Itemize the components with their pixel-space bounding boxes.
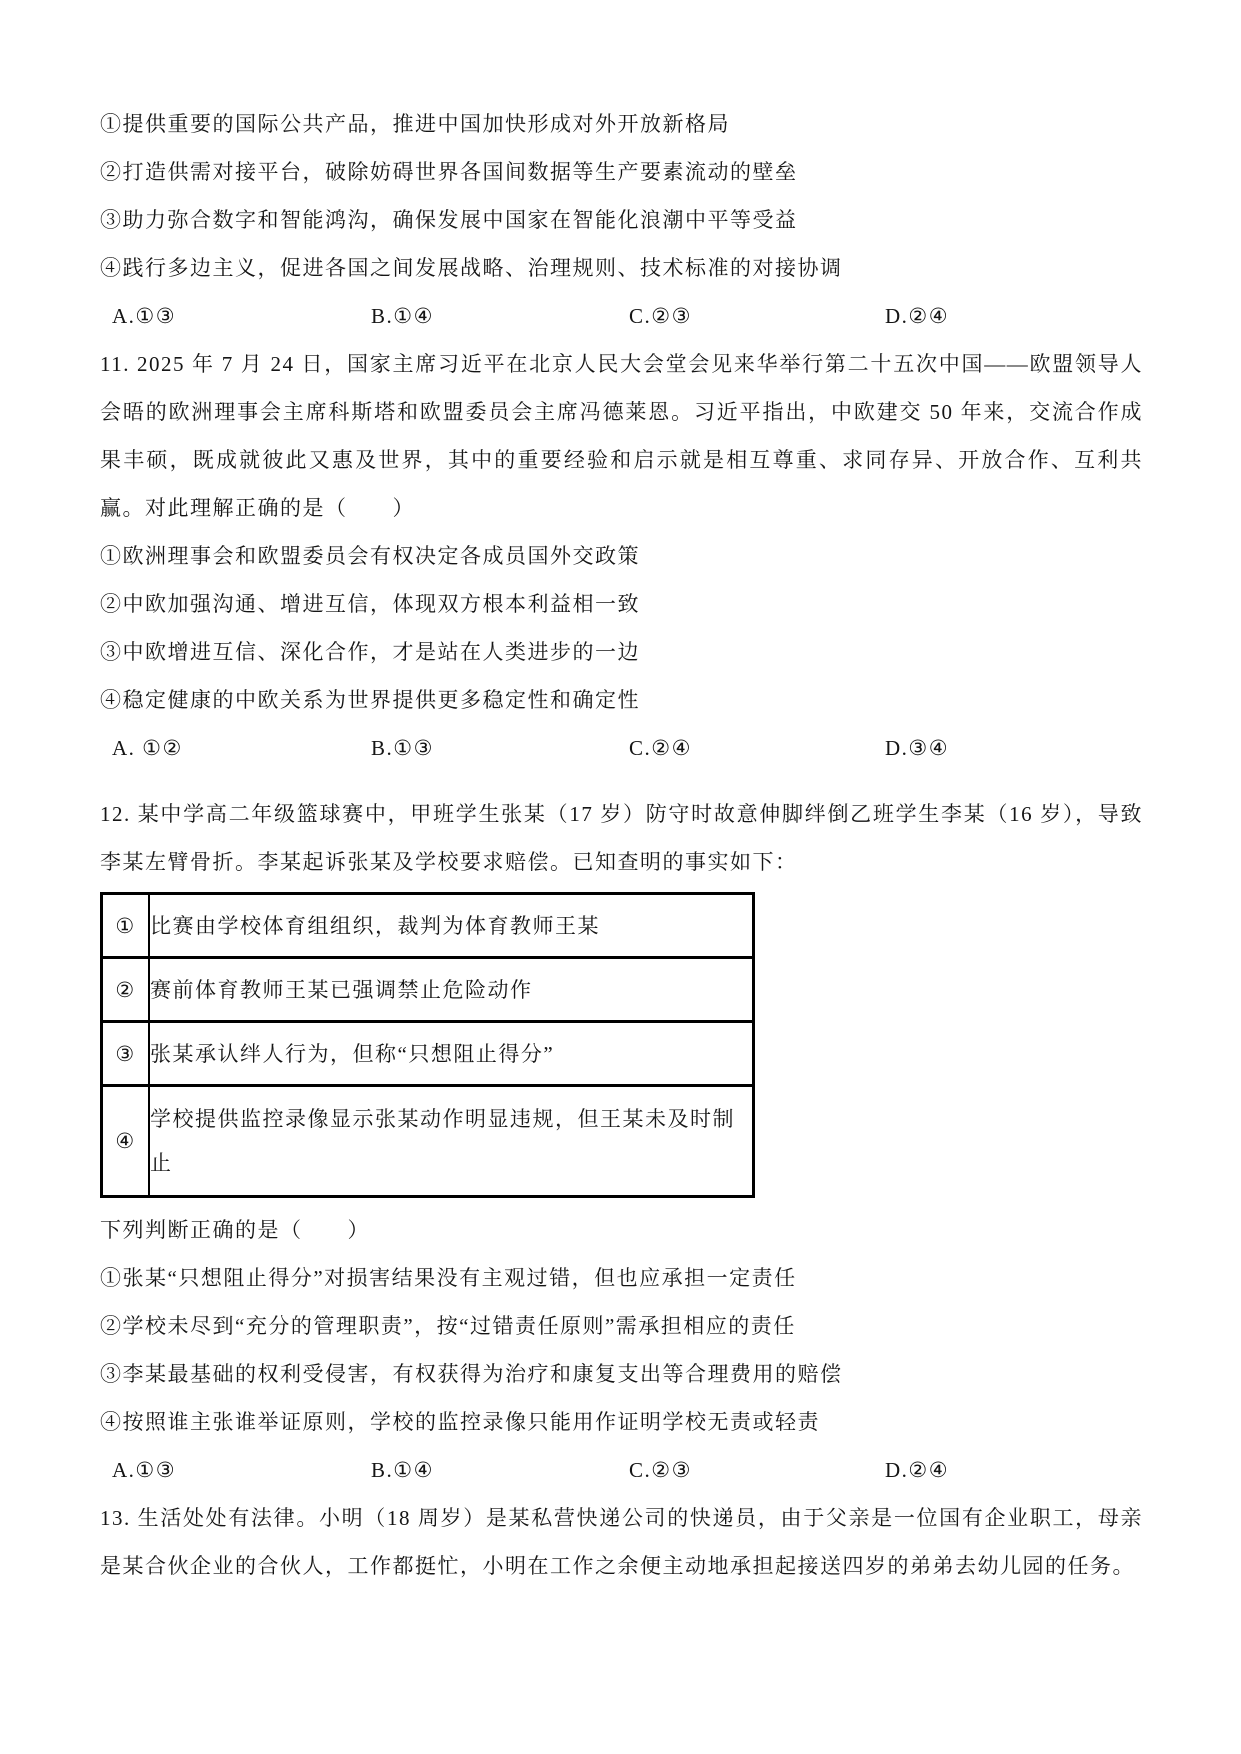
question-11 [100, 340, 1143, 772]
q11-choice-b: B.①③ [371, 736, 434, 760]
q13-stem: 13. 生活处处有法律。小明（18 周岁）是某私营快递公司的快递员，由于父亲是一位国有企业职工，母亲是某合伙企业的合伙人，工作都挺忙，小明在工作之余便主动地承担起接送四岁的弟弟去幼儿园的任务。 [100, 1506, 1143, 1578]
facts-table [100, 892, 755, 1198]
q12-statement-3: ③李某最基础的权利受侵害，有权获得为治疗和康复支出等合理费用的赔偿 [100, 1362, 843, 1386]
q11-statement-1: ①欧洲理事会和欧盟委员会有权决定各成员国外交政策 [100, 544, 640, 568]
q12-statement-2: ②学校未尽到“充分的管理职责”，按“过错责任原则”需承担相应的责任 [100, 1314, 796, 1338]
fact-number: ② [102, 958, 150, 1022]
table-row [102, 894, 754, 958]
q11-choices-row [100, 724, 1143, 772]
fact-number: ① [102, 894, 150, 958]
q11-stem: 11. 2025 年 7 月 24 日，国家主席习近平在北京人民大会堂会见来华举行第二十五次中国——欧盟领导人会晤的欧洲理事会主席科斯塔和欧盟委员会主席冯德莱恩。习近平指出，中欧建交 50 年来，交流合作成果丰硕，既成就彼此又惠及世界，其中的重要经验和启示就是相互尊重、求同存异、开放合作、互利共赢。对此理解正确的是（ ） [100, 352, 1143, 520]
q12-choice-a: A.①③ [112, 1458, 177, 1482]
q10-choices-row [100, 292, 1143, 340]
question-10-options [100, 100, 1143, 340]
question-13 [100, 1494, 1143, 1590]
q12-statement-4: ④按照谁主张谁举证原则，学校的监控录像只能用作证明学校无责或轻责 [100, 1410, 820, 1434]
q11-statement-4: ④稳定健康的中欧关系为世界提供更多稳定性和确定性 [100, 688, 640, 712]
fact-text: 张某承认绊人行为，但称“只想阻止得分” [149, 1022, 754, 1086]
q10-statement-4: ④践行多边主义，促进各国之间发展战略、治理规则、技术标准的对接协调 [100, 256, 843, 280]
q10-choice-d: D.②④ [885, 304, 950, 328]
fact-number: ④ [102, 1086, 150, 1197]
table-row [102, 1086, 754, 1197]
q11-choice-c: C.②④ [629, 736, 692, 760]
q11-choice-a: A. ①② [112, 736, 183, 760]
q12-prompt: 下列判断正确的是（ ） [100, 1218, 370, 1242]
q12-choice-b: B.①④ [371, 1458, 434, 1482]
table-row [102, 958, 754, 1022]
fact-text: 学校提供监控录像显示张某动作明显违规，但王某未及时制止 [149, 1086, 754, 1197]
fact-text: 赛前体育教师王某已强调禁止危险动作 [149, 958, 754, 1022]
q10-statement-2: ②打造供需对接平台，破除妨碍世界各国间数据等生产要素流动的壁垒 [100, 160, 798, 184]
q12-choice-d: D.②④ [885, 1458, 950, 1482]
q11-choice-d: D.③④ [885, 736, 950, 760]
table-row [102, 1022, 754, 1086]
q12-stem: 12. 某中学高二年级篮球赛中，甲班学生张某（17 岁）防守时故意伸脚绊倒乙班学生李某（16 岁），导致李某左臂骨折。李某起诉张某及学校要求赔偿。已知查明的事实如下： [100, 802, 1143, 874]
q12-choices-row [100, 1446, 1143, 1494]
q12-choice-c: C.②③ [629, 1458, 692, 1482]
q11-statement-2: ②中欧加强沟通、增进互信，体现双方根本利益相一致 [100, 592, 640, 616]
q10-choice-c: C.②③ [629, 304, 692, 328]
q10-statement-3: ③助力弥合数字和智能鸿沟，确保发展中国家在智能化浪潮中平等受益 [100, 208, 798, 232]
q10-choice-a: A.①③ [112, 304, 177, 328]
fact-text: 比赛由学校体育组组织，裁判为体育教师王某 [149, 894, 754, 958]
q10-statement-1: ①提供重要的国际公共产品，推进中国加快形成对外开放新格局 [100, 112, 730, 136]
q12-statement-1: ①张某“只想阻止得分”对损害结果没有主观过错，但也应承担一定责任 [100, 1266, 797, 1290]
q11-statement-3: ③中欧增进互信、深化合作，才是站在人类进步的一边 [100, 640, 640, 664]
q10-choice-b: B.①④ [371, 304, 434, 328]
fact-number: ③ [102, 1022, 150, 1086]
question-12 [100, 790, 1143, 1494]
